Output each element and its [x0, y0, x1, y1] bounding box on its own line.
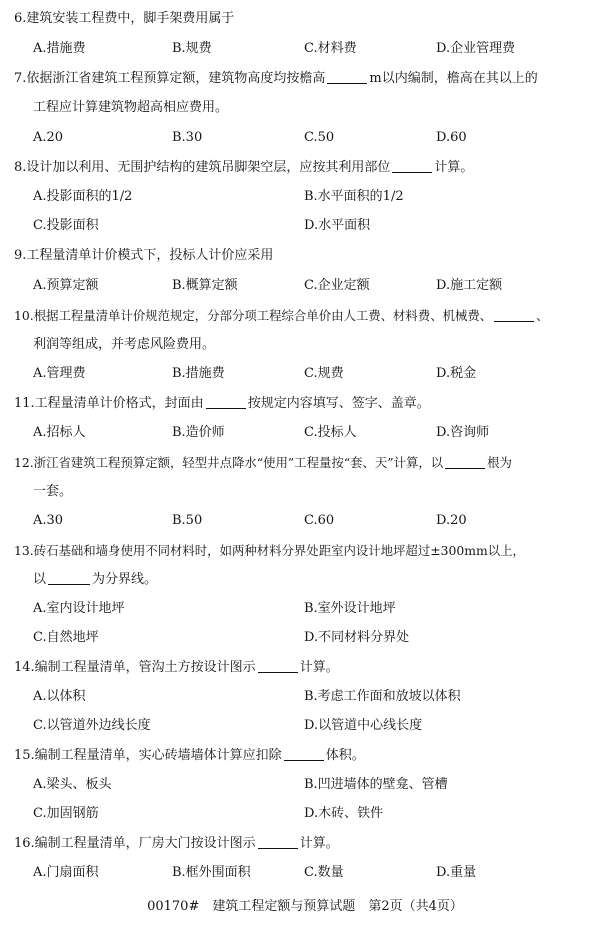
question-15-stem: 15.编制工程量清单，实心砖墙墙体计算应扣除 体积。: [14, 748, 365, 763]
option-c: C.自然地坪: [33, 630, 99, 645]
answer-blank: [206, 394, 246, 409]
option-b: B.30: [172, 130, 203, 145]
question-9-stem: 9.工程量清单计价模式下，投标人计价应采用: [14, 248, 274, 263]
option-d: D.以管道中心线长度: [304, 718, 423, 733]
option-a: A.30: [33, 513, 64, 528]
question-7-options: [0, 127, 610, 149]
question-10-options: [0, 363, 610, 385]
option-d: D.税金: [436, 366, 477, 381]
question-15-options-row1: [0, 774, 610, 796]
question-11-options: [0, 422, 610, 444]
option-b: B.框外围面积: [172, 865, 251, 880]
answer-blank: [258, 834, 298, 849]
question-13-options-row1: [0, 598, 610, 620]
question-12-options: [0, 510, 610, 532]
question-9-options: [0, 275, 610, 297]
option-a: A.门扇面积: [33, 865, 99, 880]
option-d: D.木砖、铁件: [304, 806, 384, 821]
answer-blank: [494, 307, 534, 322]
question-8-options-row2: [0, 215, 610, 237]
option-a: A.投影面积的1/2: [33, 189, 133, 204]
option-d: D.施工定额: [436, 278, 503, 293]
question-7-stem: 7.依据浙江省建筑工程预算定额，建筑物高度均按檐高 m以内编制，檐高在其以上的: [14, 71, 538, 86]
option-a: A.室内设计地坪: [33, 601, 125, 616]
option-c: C.50: [304, 130, 335, 145]
option-d: D.重量: [436, 865, 477, 880]
option-b: B.水平面积的1/2: [304, 189, 404, 204]
question-10-stem: 10.根据工程量清单计价规范规定，分部分项工程综合单价由人工费、材料费、机械费、 、: [14, 308, 549, 323]
option-d: D.不同材料分界处: [304, 630, 410, 645]
option-c: C.投标人: [304, 425, 357, 440]
question-13-stem: 13.砖石基础和墙身使用不同材料时，如两种材料分界处距室内设计地坪超过±300mm以上，: [14, 543, 525, 558]
question-8-stem: 8.设计加以利用、无围护结构的建筑吊脚架空层，应按其利用部位 计算。: [14, 160, 474, 175]
option-c: C.加固钢筋: [33, 806, 99, 821]
option-b: B.概算定额: [172, 278, 238, 293]
question-10-continuation: 利润等组成，并考虑风险费用。: [33, 337, 216, 352]
option-b: B.凹进墙体的壁龛、管槽: [304, 777, 448, 792]
option-a: A.预算定额: [33, 278, 99, 293]
question-16-stem: 16.编制工程量清单，厂房大门按设计图示 计算。: [14, 836, 339, 851]
option-b: B.措施费: [172, 366, 225, 381]
option-b: B.50: [172, 513, 203, 528]
option-c: C.60: [304, 513, 335, 528]
question-6-options: [0, 38, 610, 60]
option-d: D.60: [436, 130, 467, 145]
option-c: C.投影面积: [33, 218, 99, 233]
answer-blank: [284, 746, 324, 761]
question-14-options-row1: [0, 686, 610, 708]
question-6-stem: 6.建筑安装工程费中，脚手架费用属于: [14, 11, 235, 26]
question-13-options-row2: [0, 627, 610, 649]
question-11-stem: 11.工程量清单计价格式，封面由 按规定内容填写、签字、盖章。: [14, 396, 430, 411]
question-14-options-row2: [0, 715, 610, 737]
answer-blank: [445, 454, 485, 469]
question-12-stem: 12.浙江省建筑工程预算定额，轻型井点降水“使用”工程量按“套、天”计算，以 根为: [14, 455, 512, 470]
option-c: C.数量: [304, 865, 344, 880]
option-a: A.20: [33, 130, 64, 145]
option-c: C.规费: [304, 366, 344, 381]
option-d: D.20: [436, 513, 467, 528]
question-14-stem: 14.编制工程量清单，管沟土方按设计图示 计算。: [14, 660, 339, 675]
option-a: A.措施费: [33, 41, 86, 56]
option-b: B.室外设计地坪: [304, 601, 396, 616]
answer-blank: [258, 658, 298, 673]
option-c: C.材料费: [304, 41, 357, 56]
question-16-options: [0, 862, 610, 884]
option-b: B.规费: [172, 41, 212, 56]
option-b: B.造价师: [172, 425, 225, 440]
option-a: A.梁头、板头: [33, 777, 112, 792]
option-d: D.咨询师: [436, 425, 490, 440]
question-8-options-row1: [0, 186, 610, 208]
question-12-continuation: 一套。: [33, 484, 73, 499]
option-a: A.以体积: [33, 689, 86, 704]
question-13-continuation: 以 为分界线。: [33, 572, 158, 587]
page-footer: 00170# 建筑工程定额与预算试题 第2页（共4页）: [147, 899, 463, 914]
option-d: D.企业管理费: [436, 41, 516, 56]
option-a: A.招标人: [33, 425, 86, 440]
option-c: C.以管道外边线长度: [33, 718, 151, 733]
option-c: C.企业定额: [304, 278, 370, 293]
option-a: A.管理费: [33, 366, 86, 381]
answer-blank: [392, 158, 432, 173]
answer-blank: [48, 570, 90, 585]
option-b: B.考虑工作面和放坡以体积: [304, 689, 461, 704]
question-7-continuation: 工程应计算建筑物超高相应费用。: [33, 100, 229, 115]
answer-blank: [327, 69, 367, 84]
question-15-options-row2: [0, 803, 610, 825]
option-d: D.水平面积: [304, 218, 371, 233]
